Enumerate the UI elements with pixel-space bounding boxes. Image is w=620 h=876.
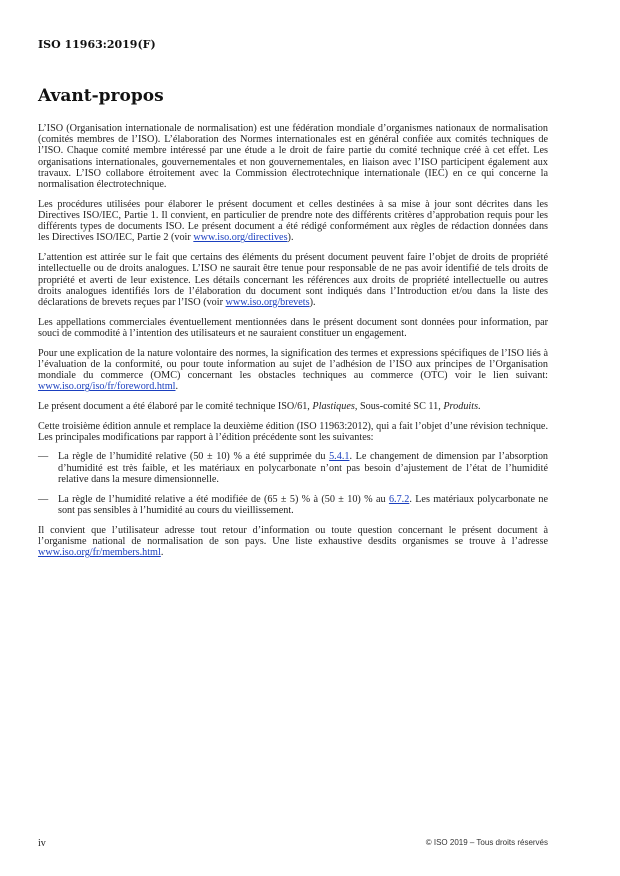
dash-marker: — (38, 493, 49, 505)
foreword-body (38, 123, 548, 567)
paragraph-committee: Le présent document a été élaboré par le comité technique ISO/61, Plastiques, Sous-comité SC 11, Produits. (38, 401, 481, 413)
link-members[interactable]: www.iso.org/fr/members.html (38, 547, 161, 559)
copyright-notice: © ISO 2019 – Tous droits réservés (425, 838, 548, 847)
paragraph-edition: Cette troisième édition annule et remplace la deuxième édition (ISO 11963:2012), qui a fait l’objet d’une révision technique. Les principales modifications par rapport à l’édition précédente sont les suivantes: (38, 421, 548, 444)
dash-marker: — (38, 451, 49, 463)
link-brevets[interactable]: www.iso.org/brevets (225, 297, 310, 309)
link-clause-5-4-1[interactable]: 5.4.1 (329, 451, 350, 463)
document-id: ISO 11963:2019(F) (38, 38, 156, 51)
change-item-1: — La règle de l’humidité relative (50 ± 10) % a été supprimée du 5.4.1. Le changement de dimension par l’absorption d’humidité est très faible, et les matériaux en polycarbonate n’ont pas besoin d’ajustement de l’état de l’humidité relative dans la mesure dimensionnelle. (38, 451, 549, 485)
document-page (38, 0, 548, 876)
paragraph-voluntary-nature: Pour une explication de la nature volontaire des normes, la signification des termes et expressions spécifiques de l’ISO liés à l’évaluation de la conformité, ou pour toute information au sujet de l’adhésion de l’ISO aux principes de l’Organisation mondiale du commerce (OMC) concernant les obstacles techniques au commerce (OTC) voir le lien suivant: www.iso.org/iso/fr/foreword.html. (38, 347, 548, 393)
change-item-2: — La règle de l’humidité relative a été modifiée de (65 ± 5) % à (50 ± 10) % au 6.7.2. Les matériaux polycarbonate ne sont pas sensibles à l’humidité au cours du vieillissement. (38, 493, 548, 516)
paragraph-trade-names: Les appellations commerciales éventuellement mentionnées dans le présent document sont données pour information, par souci de commodité à l’intention des utilisateurs et ne sauraient constituer un engagement. (38, 316, 548, 340)
link-clause-6-7-2[interactable]: 6.7.2 (388, 493, 410, 505)
link-foreword[interactable]: www.iso.org/iso/fr/foreword.html (38, 381, 176, 393)
section-title: Avant-propos (38, 86, 164, 106)
page-number: iv (38, 838, 46, 849)
paragraph-feedback: Il convient que l’utilisateur adresse tout retour d’information ou toute question concernant le présent document à l’organisme national de normalisation de son pays. Une liste exhaustive desdits organismes se trouve à l’adresse www.iso.org/fr/members.html. (38, 524, 548, 559)
paragraph-patents: L’attention est attirée sur le fait que certains des éléments du présent document peuvent faire l’objet de droits de propriété intellectuelle ou de droits analogues. L’ISO ne saurait être tenue pour responsable de ne pas avoir identifié de tels droits de propriété et averti de leur existence. Les détails concernant les références aux droits de propriété intellectuelle ou autres droits analogues identifiés lors de l’élaboration du document sont indiqués dans l’Introduction et/ou dans la liste des déclarations de brevets reçues par l’ISO (voir www.iso.org/brevets). (38, 252, 548, 309)
link-directives[interactable]: www.iso.org/directives (193, 232, 288, 244)
paragraph-procedures: Les procédures utilisées pour élaborer le présent document et celles destinées à sa mise à jour sont décrites dans les Directives ISO/IEC, Partie 1. Il convient, en particulier de prendre note des différents critères d’approbation requis pour les différents types de documents ISO. Le présent document a été rédigé conformément aux règles de rédaction données dans les Directives ISO/IEC, Partie 2 (voir www.iso.org/directives). (38, 198, 548, 244)
paragraph-iso-intro: L’ISO (Organisation internationale de normalisation) est une fédération mondiale d’organismes nationaux de normalisation (comités membres de l’ISO). L’élaboration des Normes internationales est en général confiée aux comités techniques de l’ISO. Chaque comité membre intéressé par une étude a le droit de faire partie du comité technique créé à cet effet. Les organisations internationales, gouvernementales et non gouvernementales, en liaison avec l’ISO participent également aux travaux. L’ISO collabore étroitement avec la Commission électrotechnique internationale (IEC) en ce qui concerne la normalisation électrotechnique. (38, 123, 548, 191)
